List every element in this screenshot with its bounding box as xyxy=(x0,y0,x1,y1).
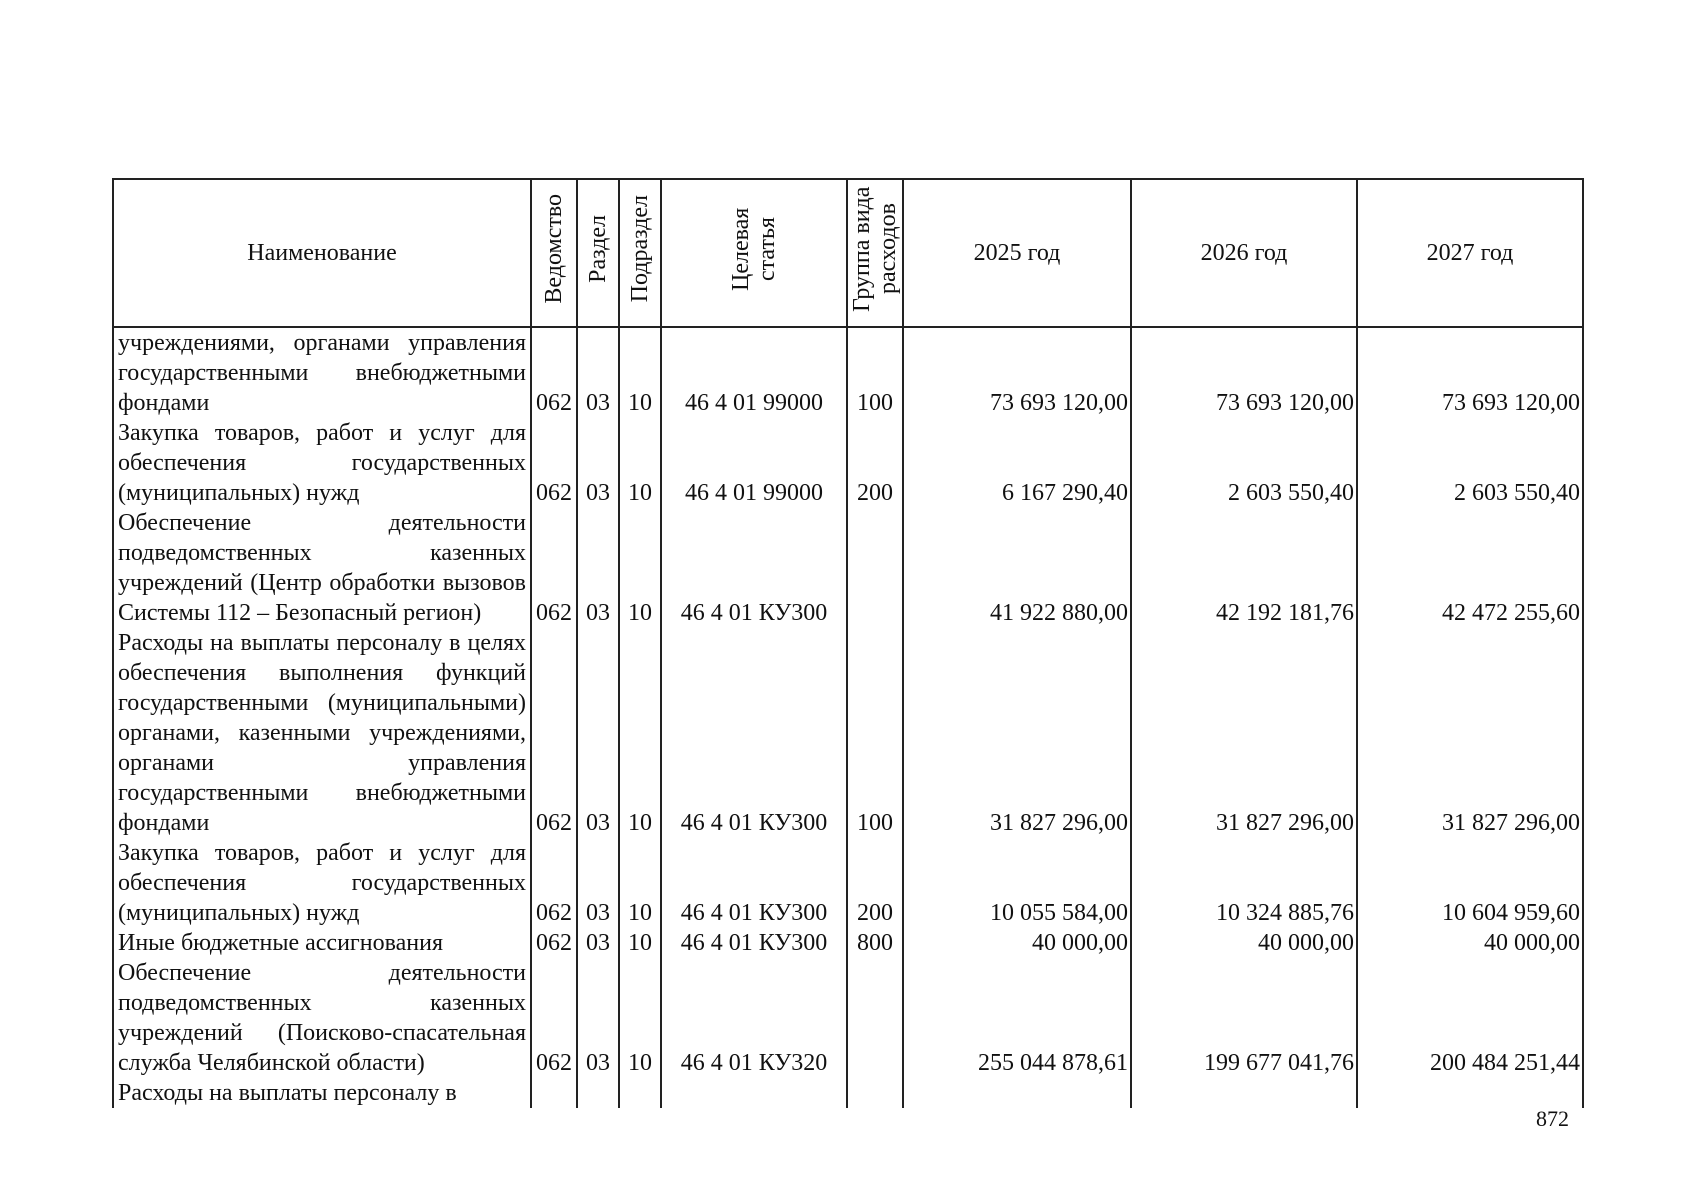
cell-vedomstvo: 062 xyxy=(531,327,577,418)
cell-razdel: 03 xyxy=(577,418,619,508)
cell-gruppa: 100 xyxy=(847,327,903,418)
cell-2027: 2 603 550,40 xyxy=(1357,418,1583,508)
table-row xyxy=(113,1078,1583,1108)
header-podrazdel: Подраздел xyxy=(627,195,653,303)
cell-celevaya: 46 4 01 КУ300 xyxy=(661,838,847,928)
cell-2026: 73 693 120,00 xyxy=(1131,327,1357,418)
cell-2027: 10 604 959,60 xyxy=(1357,838,1583,928)
table-body xyxy=(113,327,1583,1108)
cell-2025: 31 827 296,00 xyxy=(903,628,1131,838)
budget-table xyxy=(112,178,1584,1108)
cell-name: Иные бюджетные ассигнования xyxy=(113,928,531,958)
header-vedomstvo: Ведомство xyxy=(541,194,567,304)
cell-podrazdel: 10 xyxy=(619,958,661,1078)
cell-2027 xyxy=(1357,1078,1583,1108)
cell-2026: 199 677 041,76 xyxy=(1131,958,1357,1078)
table-row xyxy=(113,628,1583,838)
cell-2027: 42 472 255,60 xyxy=(1357,508,1583,628)
cell-razdel xyxy=(577,1078,619,1108)
cell-name: Расходы на выплаты персоналу в xyxy=(113,1078,531,1108)
cell-name: Обеспечение деятельности подведомственных казенных учреждений (Поисково-спасательная служба Челябинской области) xyxy=(113,958,531,1078)
header-2026: 2026 год xyxy=(1131,179,1357,327)
cell-vedomstvo: 062 xyxy=(531,838,577,928)
cell-razdel: 03 xyxy=(577,958,619,1078)
cell-razdel: 03 xyxy=(577,928,619,958)
cell-podrazdel: 10 xyxy=(619,838,661,928)
cell-gruppa: 100 xyxy=(847,628,903,838)
header-celevaya: Целевая статья xyxy=(728,207,780,291)
cell-name: Закупка товаров, работ и услуг для обеспечения государственных (муниципальных) нужд xyxy=(113,838,531,928)
cell-2025: 255 044 878,61 xyxy=(903,958,1131,1078)
cell-razdel: 03 xyxy=(577,508,619,628)
cell-gruppa xyxy=(847,508,903,628)
table-header-row xyxy=(113,179,1583,327)
cell-vedomstvo: 062 xyxy=(531,928,577,958)
cell-2026: 40 000,00 xyxy=(1131,928,1357,958)
cell-podrazdel: 10 xyxy=(619,928,661,958)
table-row xyxy=(113,838,1583,928)
cell-2026: 2 603 550,40 xyxy=(1131,418,1357,508)
cell-2026: 10 324 885,76 xyxy=(1131,838,1357,928)
cell-razdel: 03 xyxy=(577,628,619,838)
cell-vedomstvo: 062 xyxy=(531,628,577,838)
cell-name: Обеспечение деятельности подведомственных казенных учреждений (Центр обработки вызовов Системы 112 – Безопасный регион) xyxy=(113,508,531,628)
cell-celevaya xyxy=(661,1078,847,1108)
cell-gruppa xyxy=(847,1078,903,1108)
cell-celevaya: 46 4 01 КУ320 xyxy=(661,958,847,1078)
header-2025: 2025 год xyxy=(903,179,1131,327)
cell-podrazdel: 10 xyxy=(619,418,661,508)
cell-name: учреждениями, органами управления государственными внебюджетными фондами xyxy=(113,327,531,418)
cell-celevaya: 46 4 01 99000 xyxy=(661,418,847,508)
cell-celevaya: 46 4 01 99000 xyxy=(661,327,847,418)
cell-name: Расходы на выплаты персоналу в целях обеспечения выполнения функций государственными (муниципальными) органами, казенными учреждениями, органами управления государственными внебюджетными фондами xyxy=(113,628,531,838)
cell-2027: 31 827 296,00 xyxy=(1357,628,1583,838)
cell-razdel: 03 xyxy=(577,327,619,418)
cell-vedomstvo: 062 xyxy=(531,418,577,508)
cell-2026 xyxy=(1131,1078,1357,1108)
cell-2025: 41 922 880,00 xyxy=(903,508,1131,628)
cell-2026: 42 192 181,76 xyxy=(1131,508,1357,628)
cell-gruppa xyxy=(847,958,903,1078)
cell-2025: 10 055 584,00 xyxy=(903,838,1131,928)
table-row xyxy=(113,958,1583,1078)
cell-2025: 6 167 290,40 xyxy=(903,418,1131,508)
cell-gruppa: 200 xyxy=(847,418,903,508)
table-row xyxy=(113,928,1583,958)
cell-gruppa: 800 xyxy=(847,928,903,958)
cell-podrazdel xyxy=(619,1078,661,1108)
cell-2027: 200 484 251,44 xyxy=(1357,958,1583,1078)
cell-razdel: 03 xyxy=(577,838,619,928)
cell-gruppa: 200 xyxy=(847,838,903,928)
cell-2025 xyxy=(903,1078,1131,1108)
header-gruppa: Группа вида расходов xyxy=(849,186,901,312)
table-row xyxy=(113,327,1583,418)
cell-2027: 73 693 120,00 xyxy=(1357,327,1583,418)
cell-2025: 40 000,00 xyxy=(903,928,1131,958)
cell-vedomstvo: 062 xyxy=(531,508,577,628)
cell-podrazdel: 10 xyxy=(619,628,661,838)
cell-podrazdel: 10 xyxy=(619,327,661,418)
cell-vedomstvo xyxy=(531,1078,577,1108)
header-name: Наименование xyxy=(113,179,531,327)
header-2027: 2027 год xyxy=(1357,179,1583,327)
cell-podrazdel: 10 xyxy=(619,508,661,628)
cell-2027: 40 000,00 xyxy=(1357,928,1583,958)
table-row xyxy=(113,508,1583,628)
page-number: 872 xyxy=(1536,1106,1569,1131)
cell-2025: 73 693 120,00 xyxy=(903,327,1131,418)
cell-celevaya: 46 4 01 КУ300 xyxy=(661,928,847,958)
cell-celevaya: 46 4 01 КУ300 xyxy=(661,628,847,838)
cell-2026: 31 827 296,00 xyxy=(1131,628,1357,838)
table-row xyxy=(113,418,1583,508)
cell-name: Закупка товаров, работ и услуг для обеспечения государственных (муниципальных) нужд xyxy=(113,418,531,508)
cell-celevaya: 46 4 01 КУ300 xyxy=(661,508,847,628)
header-razdel: Раздел xyxy=(585,215,611,283)
cell-vedomstvo: 062 xyxy=(531,958,577,1078)
